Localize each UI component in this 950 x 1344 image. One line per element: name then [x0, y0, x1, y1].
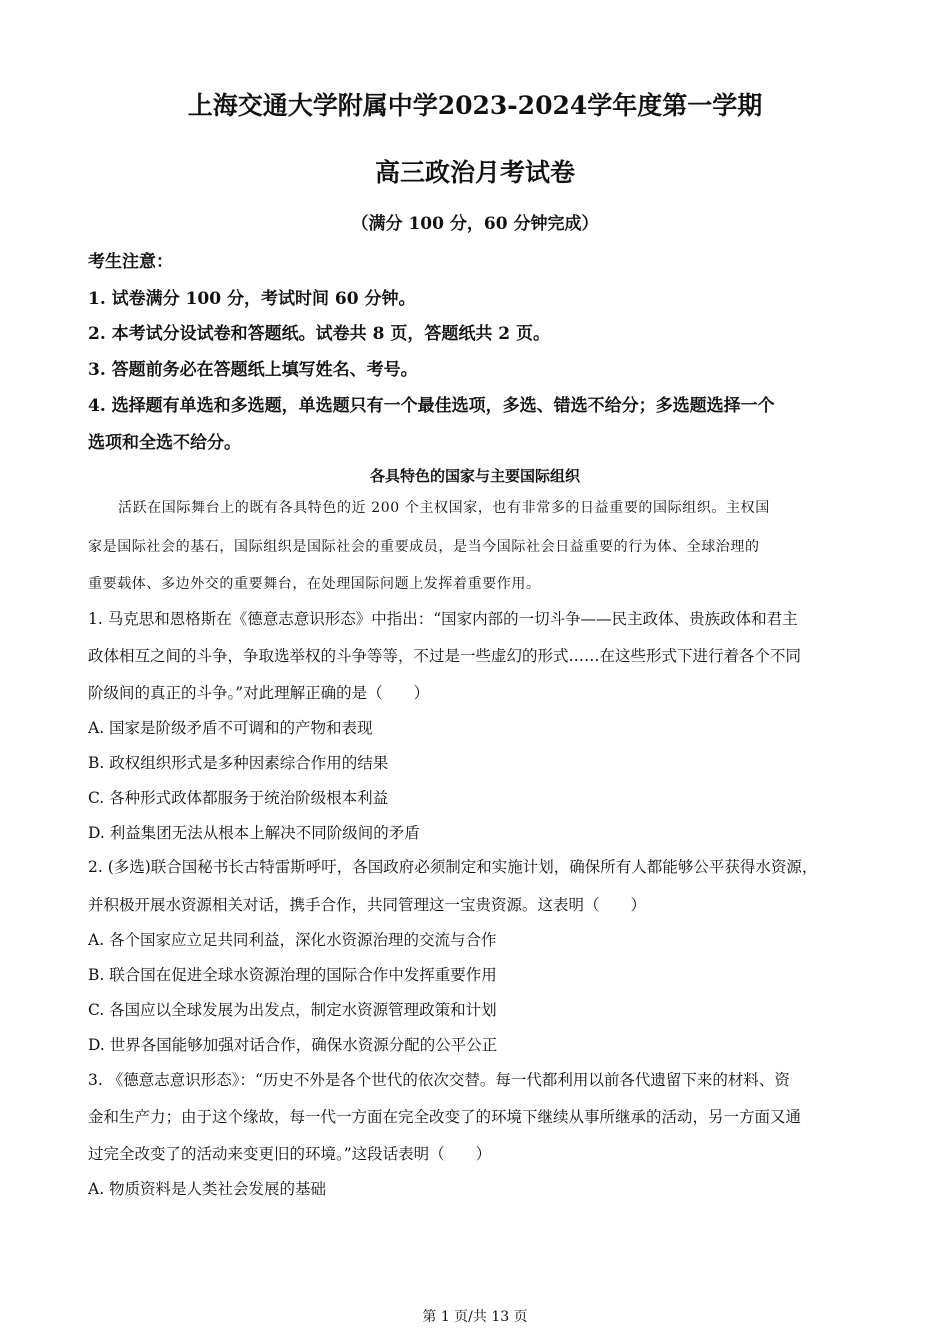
question-1-option-d: D. 利益集团无法从根本上解决不同阶级间的矛盾	[88, 824, 420, 842]
question-2-option-d: D. 世界各国能够加强对话合作，确保水资源分配的公平公正	[88, 1036, 498, 1054]
section-intro-line2: 家是国际社会的基石，国际组织是国际社会的重要成员，是当今国际社会日益重要的行为体、全球治理的	[88, 539, 760, 555]
notice-heading: 考生注意：	[88, 252, 173, 272]
question-1-stem-line3: 阶级间的真正的斗争。”对此理解正确的是（ ）	[88, 684, 430, 702]
question-1-option-c: C. 各种形式政体都服务于统治阶级根本利益	[88, 789, 389, 807]
section-intro-line1: 活跃在国际舞台上的既有各具特色的近 200 个主权国家，也有非常多的日益重要的国际组织。主权国	[118, 500, 770, 516]
notice-item-4: 4. 选择题有单选和多选题，单选题只有一个最佳选项，多选、错选不给分；多选题选择一个	[88, 396, 775, 416]
section-intro-line3: 重要载体、多边外交的重要舞台，在处理国际问题上发挥着重要作用。	[88, 576, 541, 592]
question-3-stem-line1: 3. 《德意志意识形态》：“历史不外是各个世代的依次交替。每一代都利用以前各代遗留下来的材料、资	[88, 1071, 790, 1089]
question-2-option-c: C. 各国应以全球发展为出发点，制定水资源管理政策和计划	[88, 1001, 497, 1019]
question-2-option-b: B. 联合国在促进全球水资源治理的国际合作中发挥重要作用	[88, 966, 497, 984]
question-2-stem-line1: 2. (多选)联合国秘书长古特雷斯呼吁，各国政府必须制定和实施计划，确保所有人都能够公平获得水资源，	[88, 858, 818, 876]
notice-item-2: 2. 本考试分设试卷和答题纸。试卷共 8 页，答题纸共 2 页。	[88, 324, 550, 344]
exam-subtitle: （满分 100 分，60 分钟完成）	[351, 214, 599, 234]
notice-item-3: 3. 答题前务必在答题纸上填写姓名、考号。	[88, 360, 418, 380]
notice-item-1: 1. 试卷满分 100 分，考试时间 60 分钟。	[88, 289, 416, 309]
exam-title-line2: 高三政治月考试卷	[374, 158, 575, 187]
page-footer: 第 1 页/共 13 页	[422, 1309, 528, 1325]
question-3-option-a: A. 物质资料是人类社会发展的基础	[88, 1180, 327, 1198]
question-1-option-b: B. 政权组织形式是多种因素综合作用的结果	[88, 754, 389, 772]
section-title: 各具特色的国家与主要国际组织	[369, 467, 580, 485]
question-3-stem-line3: 过完全改变了的活动来变更旧的环境。”这段话表明（ ）	[88, 1145, 492, 1163]
notice-item-4-cont: 选项和全选不给分。	[88, 433, 241, 453]
question-2-stem-line2: 并积极开展水资源相关对话，携手合作，共同管理这一宝贵资源。这表明（ ）	[88, 896, 647, 914]
exam-title-line1: 上海交通大学附属中学2023-2024学年度第一学期	[187, 91, 763, 120]
question-3-stem-line2: 金和生产力；由于这个缘故，每一代一方面在完全改变了的环境下继续从事所继承的活动，另一方面又通	[88, 1108, 802, 1126]
question-1-stem-line2: 政体相互之间的斗争，争取选举权的斗争等等，不过是一些虚幻的形式……在这些形式下进行着各个不同	[88, 647, 802, 665]
question-1-option-a: A. 国家是阶级矛盾不可调和的产物和表现	[88, 719, 373, 737]
question-2-option-a: A. 各个国家应立足共同利益，深化水资源治理的交流与合作	[88, 931, 497, 949]
question-1-stem-line1: 1. 马克思和恩格斯在《德意志意识形态》中指出：“国家内部的一切斗争——民主政体、贵族政体和君主	[88, 610, 798, 628]
